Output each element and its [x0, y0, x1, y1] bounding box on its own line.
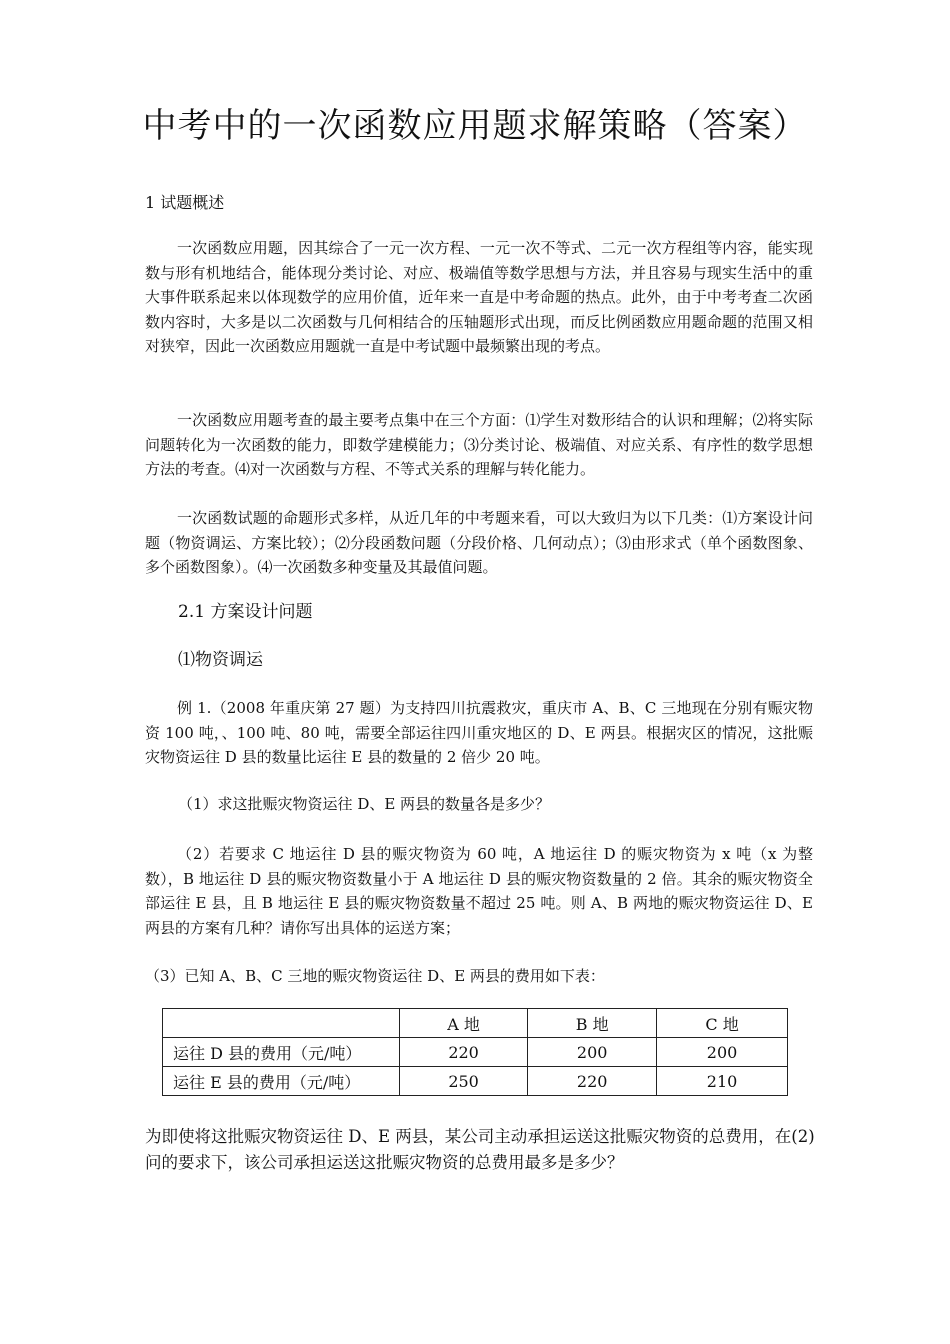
paragraph-key-points: 一次函数应用题考查的最主要考点集中在三个方面：⑴学生对数形结合的认识和理解；⑵将实际问题转化为一次函数的能力，即数学建模能力；⑶分类讨论、极端值、对应关系、有序性的数学思想方法的考查。⑷对一次函数与方程、不等式关系的理解与转化能力。 — [145, 411, 813, 478]
cost-table — [162, 1008, 788, 1096]
table-header-cell: A 地 — [400, 1009, 528, 1038]
subheading-material-transport: ⑴物资调运 — [178, 650, 263, 670]
final-question: 为即使将这批赈灾物资运往 D、E 两县，某公司主动承担运送这批赈灾物资的总费用，在(2)问的要求下，该公司承担运送这批赈灾物资的总费用最多是多少？ — [145, 1127, 815, 1172]
page-title: 中考中的一次函数应用题求解策略（答案） — [142, 106, 808, 146]
table-row-label: 运往 E 县的费用（元/吨） — [163, 1067, 400, 1096]
section-heading-plan-design: 2.1 方案设计问题 — [178, 602, 313, 622]
question-1: （1）求这批赈灾物资运往 D、E 两县的数量各是多少？ — [178, 795, 551, 813]
table-header-cell — [163, 1009, 400, 1038]
paragraph-question-types: 一次函数试题的命题形式多样，从近几年的中考题来看，可以大致归为以下几类：⑴方案设计问题（物资调运、方案比较）；⑵分段函数问题（分段价格、几何动点）；⑶由形求式（单个函数图象、多个函数图象）。⑷一次函数多种变量及其最值问题。 — [145, 509, 813, 576]
example-1-text: 例 1.（2008 年重庆第 27 题）为支持四川抗震救灾，重庆市 A、B、C 三地现在分别有赈灾物资 100 吨，、100 吨、80 吨，需要全部运往四川重灾地区的 D、E 两县。根据灾区的情况，这批赈灾物资运往 D 县的数量比运往 E 县的数量的 2 倍少 20 吨。 — [145, 699, 813, 766]
table-header-row — [163, 1009, 788, 1038]
table-cell: 220 — [528, 1067, 657, 1096]
table-cell: 200 — [657, 1038, 788, 1067]
table-header-cell: B 地 — [528, 1009, 657, 1038]
section-heading-overview: 1 试题概述 — [145, 193, 225, 212]
question-3: （3）已知 A、B、C 三地的赈灾物资运往 D、E 两县的费用如下表： — [145, 967, 605, 985]
table-row-label: 运往 D 县的费用（元/吨） — [163, 1038, 400, 1067]
table-row — [163, 1067, 788, 1096]
paragraph-overview: 一次函数应用题，因其综合了一元一次方程、一元一次不等式、二元一次方程组等内容，能实现数与形有机地结合，能体现分类讨论、对应、极端值等数学思想与方法，并且容易与现实生活中的重大事件联系起来以体现数学的应用价值，近年来一直是中考命题的热点。此外，由于中考考查二次函数内容时，大多是以二次函数与几何相结合的压轴题形式出现，而反比例函数应用题命题的范围又相对狭窄，因此一次函数应用题就一直是中考试题中最频繁出现的考点。 — [145, 239, 813, 355]
table-row — [163, 1038, 788, 1067]
table-cell: 250 — [400, 1067, 528, 1096]
table-cell: 200 — [528, 1038, 657, 1067]
table-cell: 210 — [657, 1067, 788, 1096]
table-cell: 220 — [400, 1038, 528, 1067]
table-header-cell: C 地 — [657, 1009, 788, 1038]
question-2: （2）若要求 C 地运往 D 县的赈灾物资为 60 吨，A 地运往 D 的赈灾物资为 x 吨（x 为整数），B 地运往 D 县的赈灾物资数量小于 A 地运往 D 县的赈灾物资数量的 2 倍。其余的赈灾物资全部运往 E 县，且 B 地运往 E 县的赈灾物资数量不超过 25 吨。则 A、B 两地的赈灾物资运往 D、E 两县的方案有几种？请你写出具体的运送方案； — [145, 845, 813, 937]
